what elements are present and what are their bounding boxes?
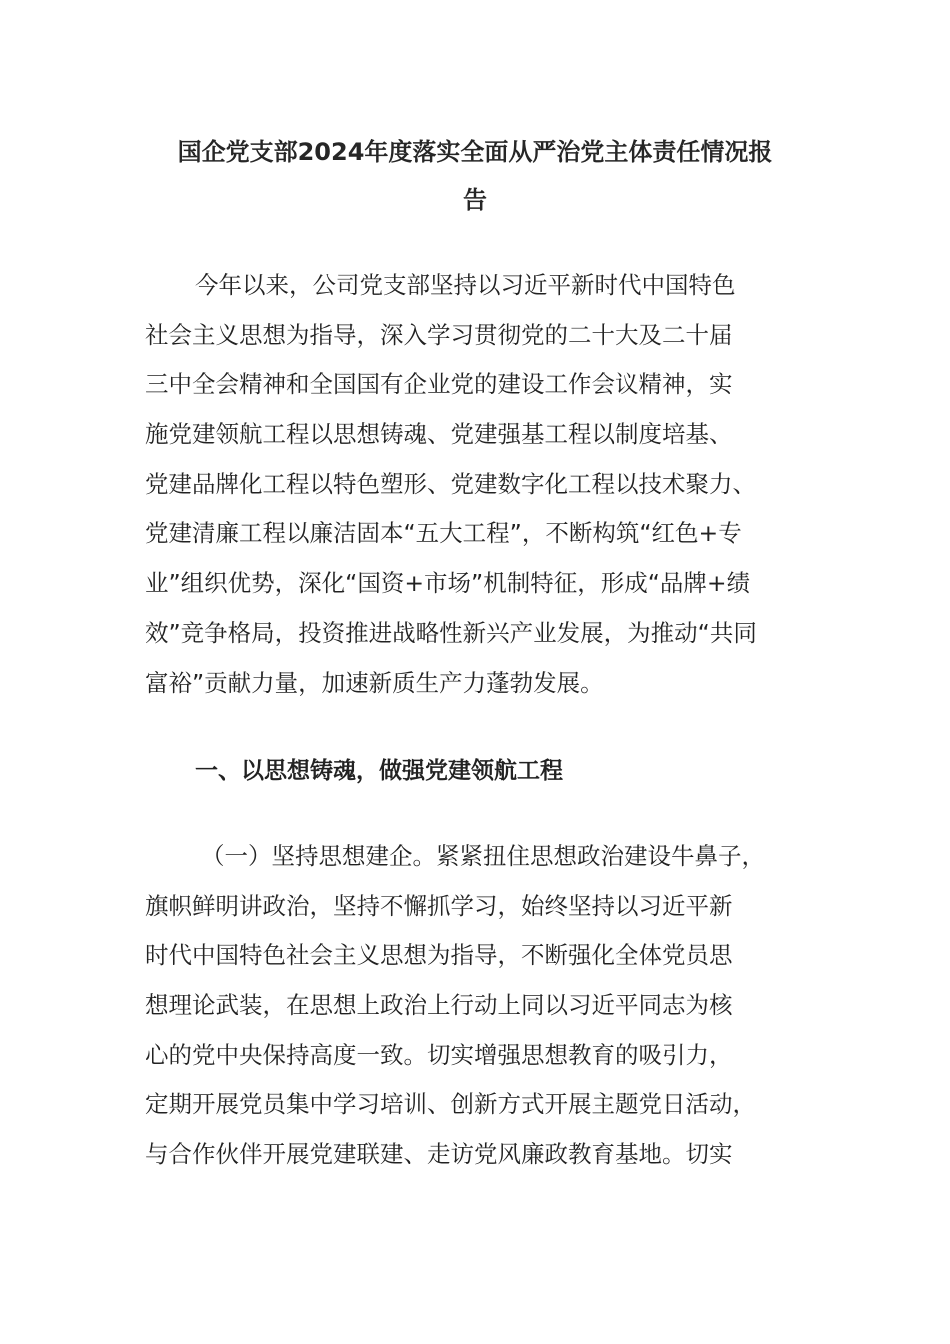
intro-line: 业”组织优势，深化“国资+市场”机制特征，形成“品牌+绩 bbox=[145, 569, 751, 598]
intro-line: 富裕”贡献力量，加速新质生产力蓬勃发展。 bbox=[145, 668, 604, 697]
section-line: 旗帜鲜明讲政治，坚持不懈抓学习，始终坚持以习近平新 bbox=[145, 891, 733, 920]
intro-line: 党建清廉工程以廉洁固本“五大工程”，不断构筑“红色+专 bbox=[145, 519, 742, 548]
title-line-1: 国企党支部2024年度落实全面从严治党主体责任情况报 bbox=[177, 138, 773, 166]
intro-line: 党建品牌化工程以特色塑形、党建数字化工程以技术聚力、 bbox=[145, 469, 756, 498]
document-title bbox=[145, 128, 805, 224]
intro-line: 效”竞争格局，投资推进战略性新兴产业发展，为推动“共同 bbox=[145, 618, 757, 647]
section-line: （一）坚持思想建企。紧紧扭住思想政治建设牛鼻子， bbox=[201, 842, 765, 870]
intro-paragraph bbox=[145, 261, 810, 708]
section-1-paragraph bbox=[145, 832, 810, 1180]
section-line: 想理论武装，在思想上政治上行动上同以习近平同志为核 bbox=[145, 991, 733, 1020]
section-1-heading: 一、以思想铸魂，做强党建领航工程 bbox=[195, 758, 563, 784]
title-line-2: 告 bbox=[463, 186, 487, 214]
section-line: 定期开展党员集中学习培训、创新方式开展主题党日活动， bbox=[145, 1090, 756, 1119]
intro-line: 社会主义思想为指导，深入学习贯彻党的二十大及二十届 bbox=[145, 320, 733, 349]
section-line: 与合作伙伴开展党建联建、走访党风廉政教育基地。切实 bbox=[145, 1140, 733, 1169]
section-line: 心的党中央保持高度一致。切实增强思想教育的吸引力， bbox=[145, 1040, 733, 1069]
intro-line: 三中全会精神和全国国有企业党的建设工作会议精神，实 bbox=[145, 370, 733, 399]
section-line: 时代中国特色社会主义思想为指导，不断强化全体党员思 bbox=[145, 941, 733, 970]
intro-line: 今年以来，公司党支部坚持以习近平新时代中国特色 bbox=[195, 271, 736, 299]
intro-line: 施党建领航工程以思想铸魂、党建强基工程以制度培基、 bbox=[145, 420, 733, 449]
